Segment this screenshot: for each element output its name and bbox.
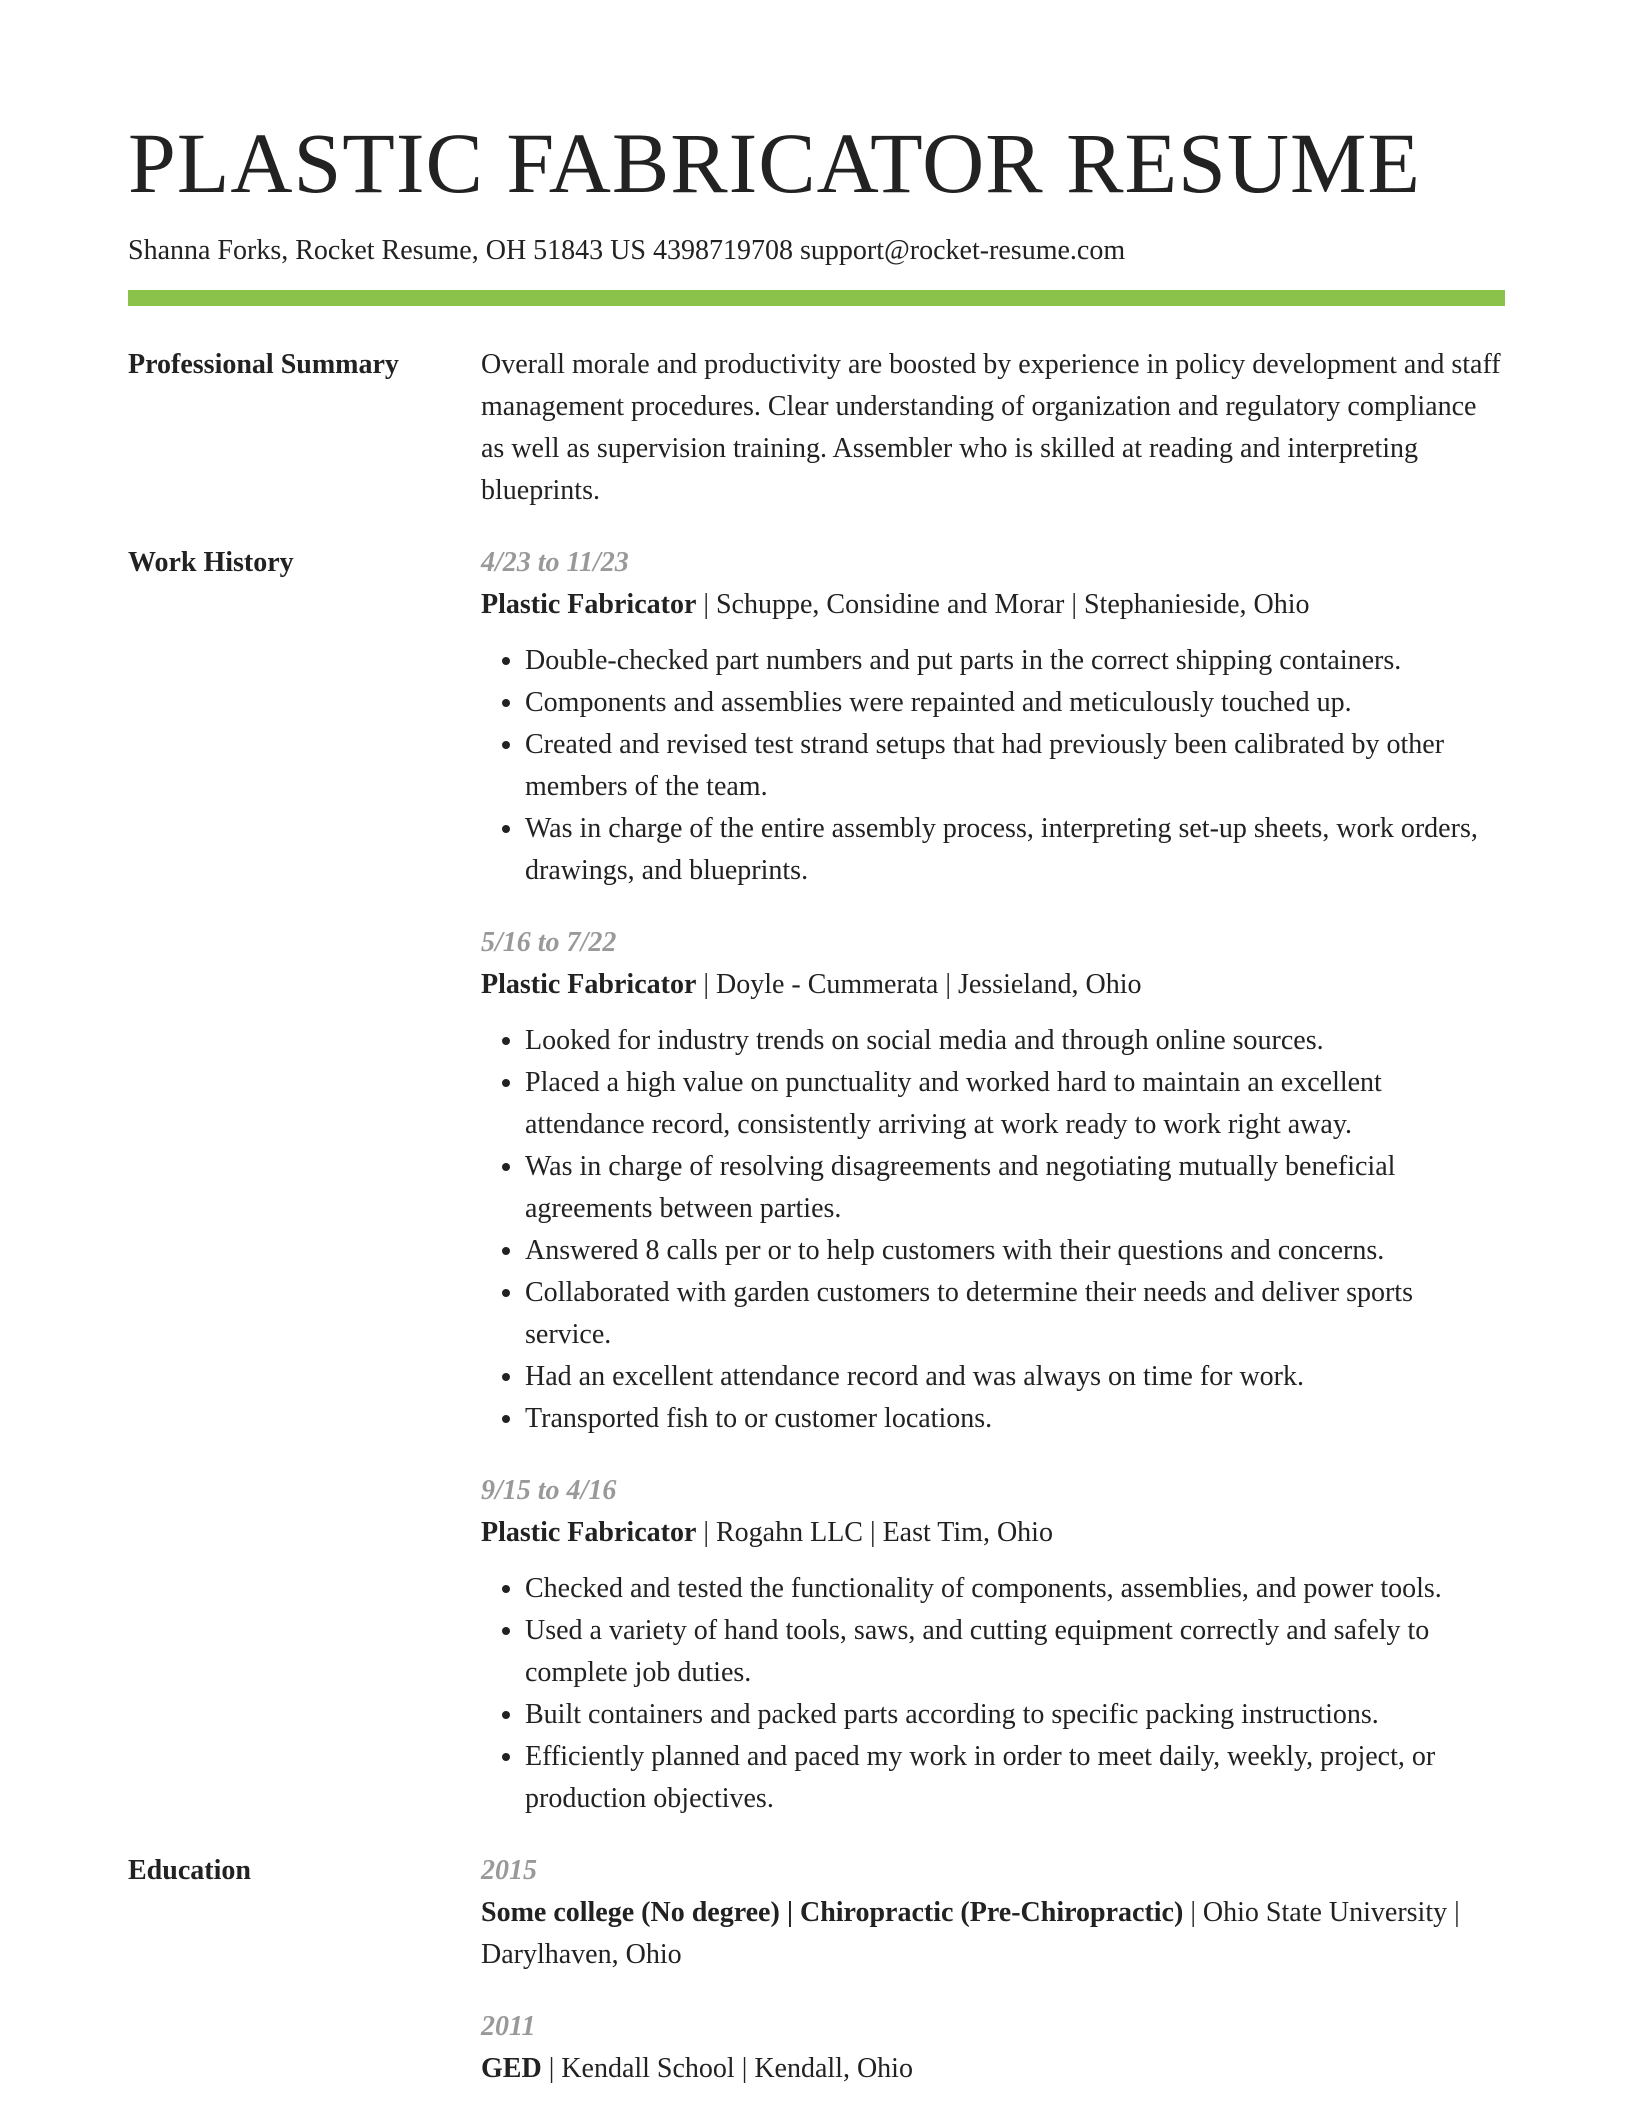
job-bullets [481, 640, 1505, 892]
job-line [481, 1512, 1505, 1554]
education-section [128, 1850, 1505, 2090]
list-item: • Was in charge of the entire assembly process, interpreting set-up sheets, work orders, drawings, and blueprints. [525, 808, 1505, 892]
job-entry [481, 542, 1505, 892]
section-label-summary: Professional Summary [128, 348, 399, 380]
job-dates: 5/16 to 7/22 [481, 926, 617, 958]
list-item: • Double-checked part numbers and put parts in the correct shipping containers. [525, 640, 1505, 682]
education-details: | Ohio State University | Darylhaven, Ohio [481, 1896, 1460, 1970]
job-line [481, 964, 1505, 1006]
summary-text: Overall morale and productivity are boosted by experience in policy development and staff management procedures. Clear understanding of organization and regulatory compliance as well as supervision training. Assembler who is skilled at reading and interpreting blueprints. [481, 348, 1501, 506]
job-title: Plastic Fabricator [481, 1516, 697, 1548]
job-entry [481, 1470, 1505, 1820]
job-bullets [481, 1020, 1505, 1440]
job-dates: 9/15 to 4/16 [481, 1474, 617, 1506]
job-details: | Doyle - Cummerata | Jessieland, Ohio [696, 968, 1142, 1000]
list-item: • Efficiently planned and paced my work in order to meet daily, weekly, project, or production objectives. [525, 1736, 1505, 1820]
list-item: • Created and revised test strand setups that had previously been calibrated by other members of the team. [525, 724, 1505, 808]
section-label-education: Education [128, 1854, 251, 1886]
list-item: • Components and assemblies were repainted and meticulously touched up. [525, 682, 1505, 724]
accent-divider [128, 290, 1505, 306]
list-item: • Was in charge of resolving disagreements and negotiating mutually beneficial agreements between parties. [525, 1146, 1505, 1230]
list-item: • Used a variety of hand tools, saws, and cutting equipment correctly and safely to complete job duties. [525, 1610, 1505, 1694]
job-details: | Rogahn LLC | East Tim, Ohio [696, 1516, 1053, 1548]
list-item: • Had an excellent attendance record and was always on time for work. [525, 1356, 1505, 1398]
education-degree: GED [481, 2052, 542, 2084]
list-item: • Built containers and packed parts according to specific packing instructions. [525, 1694, 1505, 1736]
list-item: • Answered 8 calls per or to help customers with their questions and concerns. [525, 1230, 1505, 1272]
list-item: • Placed a high value on punctuality and worked hard to maintain an excellent attendance record, consistently arriving at work ready to work right away. [525, 1062, 1505, 1146]
contact-line: Shanna Forks, Rocket Resume, OH 51843 US 4398719708 support@rocket-resume.com [128, 235, 1126, 266]
job-title: Plastic Fabricator [481, 968, 697, 1000]
education-entry [481, 1850, 1505, 1976]
list-item: • Checked and tested the functionality of components, assemblies, and power tools. [525, 1568, 1505, 1610]
job-title: Plastic Fabricator [481, 588, 697, 620]
education-year: 2011 [481, 2010, 536, 2042]
job-details: | Schuppe, Considine and Morar | Stephanieside, Ohio [696, 588, 1310, 620]
summary-section [128, 344, 1505, 512]
education-year: 2015 [481, 1854, 537, 1886]
education-details: | Kendall School | Kendall, Ohio [541, 2052, 913, 2084]
list-item: • Collaborated with garden customers to determine their needs and deliver sports service. [525, 1272, 1505, 1356]
education-degree: Some college (No degree) | Chiropractic (Pre-Chiropractic) [481, 1896, 1184, 1928]
job-dates: 4/23 to 11/23 [481, 546, 629, 578]
job-bullets [481, 1568, 1505, 1820]
education-entry [481, 2006, 1505, 2090]
job-line [481, 584, 1505, 626]
page-title: PLASTIC FABRICATOR RESUME [128, 115, 1421, 211]
list-item: • Transported fish to or customer locations. [525, 1398, 1505, 1440]
section-label-work-history: Work History [128, 546, 294, 578]
job-entry [481, 922, 1505, 1440]
work-history-section [128, 542, 1505, 1820]
list-item: • Looked for industry trends on social media and through online sources. [525, 1020, 1505, 1062]
education-line [481, 1892, 1505, 1976]
education-line [481, 2048, 1505, 2090]
